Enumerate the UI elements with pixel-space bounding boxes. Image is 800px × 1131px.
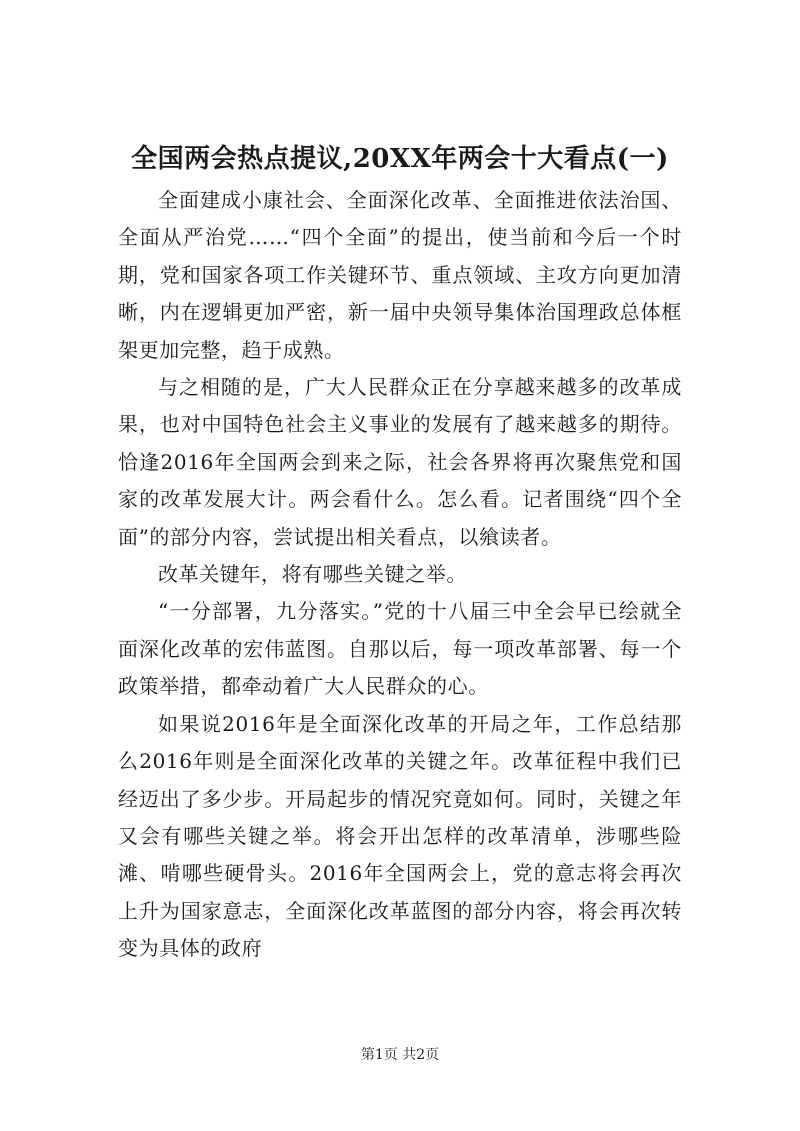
document-body <box>118 182 682 968</box>
paragraph: 如果说2016年是全面深化改革的开局之年，工作总结那么2016年则是全面深化改革的关键之年。改革征程中我们已经迈出了多少步。开局起步的情况究竟如何。同时，关键之年又会有哪些关键之举。将会开出怎样的改革清单，涉哪些险滩、啃哪些硬骨头。2016年全国两会上，党的意志将会再次上升为国家意志，全面深化改革蓝图的部分内容，将会再次转变为具体的政府 <box>118 711 682 961</box>
paragraph: 全面建成小康社会、全面深化改革、全面推进依法治国、全面从严治党……“四个全面”的提出，使当前和今后一个时期，党和国家各项工作关键环节、重点领域、主攻方向更加清晰，内在逻辑更加严密，新一届中央领导集体治国理政总体框架更加完整，趋于成熟。 <box>118 188 682 362</box>
paragraph: “一分部署，九分落实。”党的十八届三中全会早已绘就全面深化改革的宏伟蓝图。自那以后，每一项改革部署、每一个政策举措，都牵动着广大人民群众的心。 <box>118 599 682 699</box>
page-footer: 第1页 共2页 <box>360 1047 440 1063</box>
paragraph: 与之相随的是，广大人民群众正在分享越来越多的改革成果，也对中国特色社会主义事业的发展有了越来越多的期待。恰逢2016年全国两会到来之际，社会各界将再次聚焦党和国家的改革发展大计。两会看什么。怎么看。记者围绕“四个全面”的部分内容，尝试提出相关看点，以飨读者。 <box>118 375 682 549</box>
document-title: 全国两会热点提议,20XX年两会十大看点(一) <box>131 144 669 174</box>
paragraph: 改革关键年，将有哪些关键之举。 <box>158 562 467 587</box>
